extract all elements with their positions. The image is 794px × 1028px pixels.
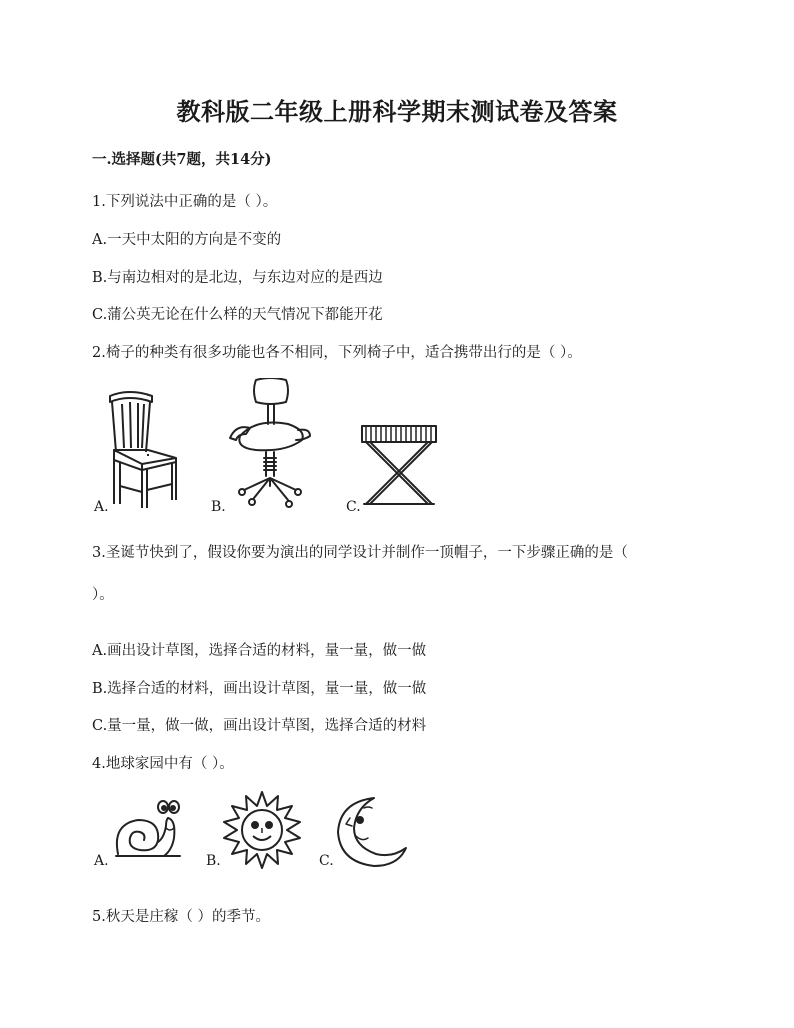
question-3-stem-line-2: ）。 [92,587,114,603]
moon-image [334,796,410,868]
office-chair-image [226,378,312,512]
question-1-stem: 1.下列说法中正确的是（ ）。 [92,194,278,210]
question-2-label-c: C. [346,499,361,515]
question-3-option-a: A.画出设计草图，选择合适的材料，量一量，做一做 [92,643,427,659]
question-2-stem: 2.椅子的种类有很多功能也各不相同，下列椅子中，适合携带出行的是（ ）。 [92,345,582,361]
question-2-label-b: B. [211,499,226,515]
sun-image [222,790,302,870]
question-5-stem: 5.秋天是庄稼（ ）的季节。 [92,909,270,925]
question-2-label-a: A. [94,499,109,515]
wooden-chair-image [102,390,184,510]
question-1-option-c: C.蒲公英无论在什么样的天气情况下都能开花 [92,307,383,323]
question-3-option-b: B.选择合适的材料，画出设计草图，量一量，做一做 [92,681,427,697]
question-3-stem-line-1: 3.圣诞节快到了，假设你要为演出的同学设计并制作一顶帽子，一下步骤正确的是（ [92,545,628,561]
question-4-label-b: B. [206,853,221,869]
folding-stool-image [356,422,442,512]
question-4-stem: 4.地球家园中有（ ）。 [92,756,234,772]
question-1-option-b: B.与南边相对的是北边，与东边对应的是西边 [92,270,383,286]
page-title: 教科版二年级上册科学期末测试卷及答案 [176,97,618,126]
snail-image [108,798,184,862]
question-4-label-c: C. [319,853,334,869]
section-heading: 一.选择题(共7题，共14分) [92,151,272,168]
question-1-option-a: A.一天中太阳的方向是不变的 [92,232,282,248]
question-3-option-c: C.量一量，做一做，画出设计草图，选择合适的材料 [92,718,427,734]
question-4-label-a: A. [94,853,109,869]
